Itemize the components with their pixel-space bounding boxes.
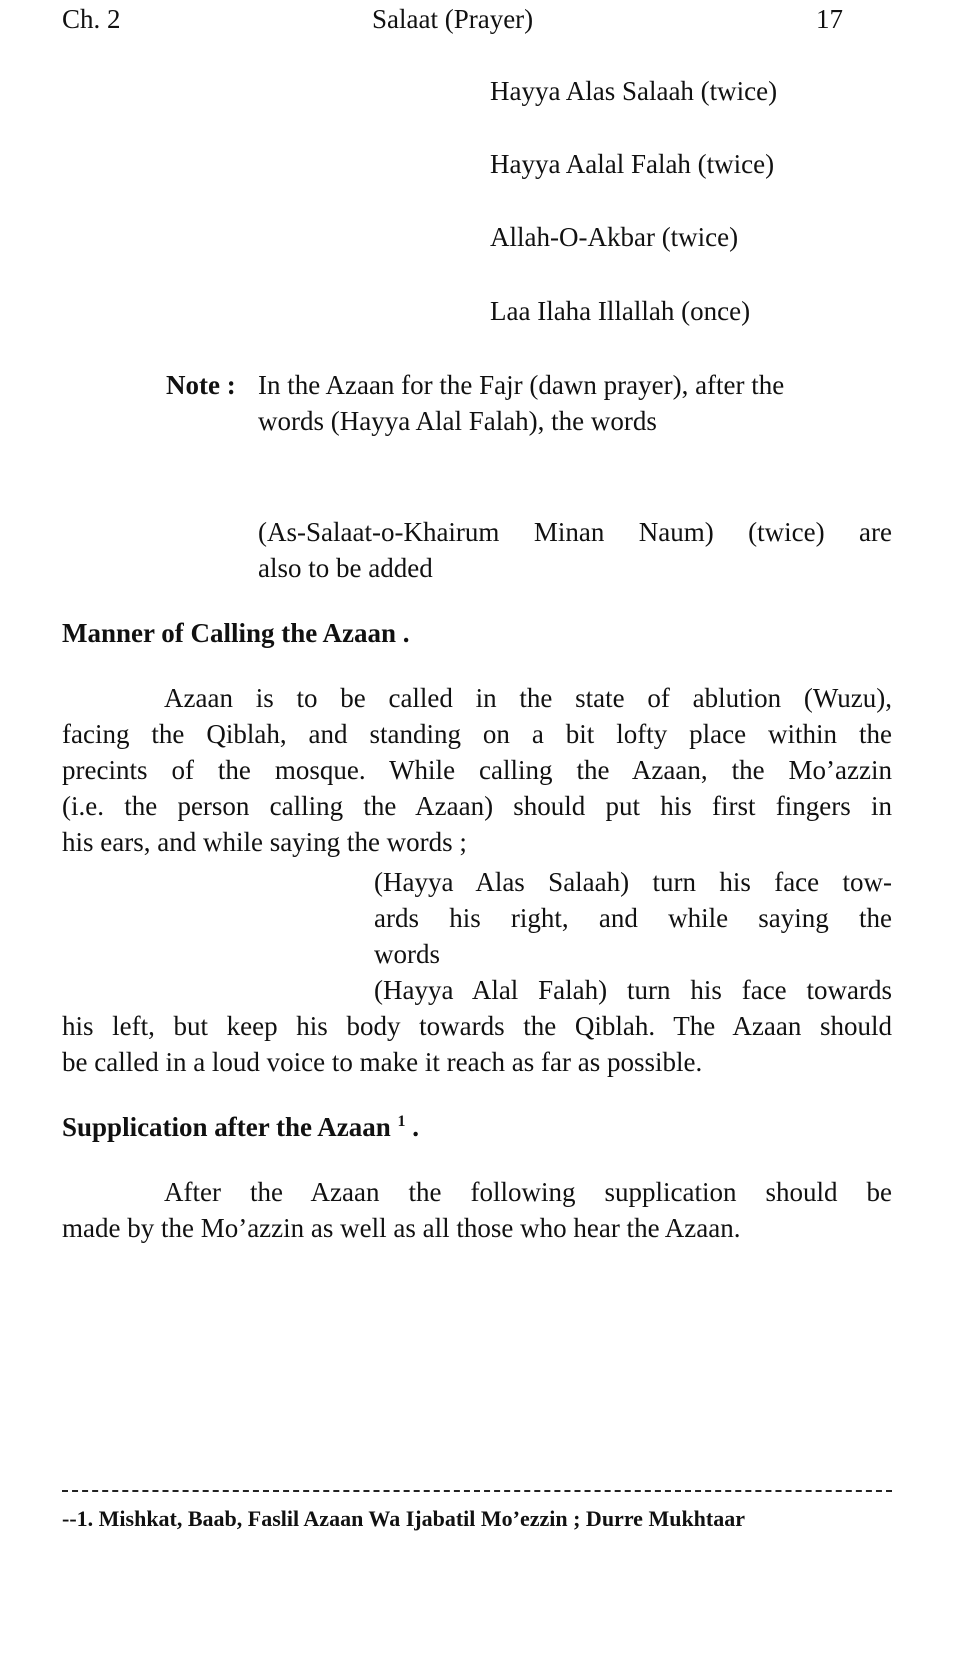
note-continuation — [258, 514, 892, 586]
paragraph-line: made by the Mo’azzin as well as all those who hear the Azaan. — [62, 1213, 741, 1243]
footnote-ref: 1 — [397, 1113, 406, 1130]
footnote-divider — [62, 1490, 892, 1492]
section-heading: Manner of Calling the Azaan . — [62, 618, 410, 648]
footnote: --1. Mishkat, Baab, Faslil Azaan Wa Ijabatil Mo’ezzin ; Durre Mukhtaar — [62, 1506, 746, 1531]
section-paragraph-tail — [62, 1008, 892, 1080]
indented-block — [374, 864, 892, 1008]
section-heading-text: Supplication after the Azaan — [62, 1112, 391, 1142]
paragraph-line: Azaan is to be called in the state of ablution (Wuzu), — [164, 683, 892, 713]
paragraph-line: facing the Qiblah, and standing on a bit lofty place within the — [62, 719, 892, 749]
paragraph-line: (i.e. the person calling the Azaan) should put his first fingers in — [62, 791, 892, 821]
section-heading-end: . — [412, 1112, 420, 1142]
paragraph-line: his left, but keep his body towards the Qiblah. The Azaan should — [62, 1011, 892, 1041]
paragraph-line: words — [374, 939, 440, 969]
azaan-line: Allah-O-Akbar (twice) — [490, 222, 739, 252]
page-title: Salaat (Prayer) — [372, 4, 534, 34]
section-paragraph — [62, 1174, 892, 1246]
section-paragraph — [62, 680, 892, 860]
paragraph-line: After the Azaan the following supplication should be — [164, 1177, 892, 1207]
azaan-line: Hayya Alas Salaah (twice) — [490, 76, 778, 106]
note-line: also to be added — [258, 553, 433, 583]
azaan-line: Hayya Aalal Falah (twice) — [490, 149, 775, 179]
page-number: 17 — [816, 4, 843, 34]
note-label: Note : — [166, 370, 236, 400]
note-line: words (Hayya Alal Falah), the words — [258, 406, 657, 436]
paragraph-line: be called in a loud voice to make it reach as far as possible. — [62, 1047, 703, 1077]
note-line: In the Azaan for the Fajr (dawn prayer), after the — [258, 370, 785, 400]
azaan-line: Laa Ilaha Illallah (once) — [490, 296, 751, 326]
paragraph-line: precints of the mosque. While calling the Azaan, the Mo’azzin — [62, 755, 892, 785]
paragraph-line: ards his right, and while saying the — [374, 903, 892, 933]
note-line: (As-Salaat-o-Khairum Minan Naum) (twice) are — [258, 517, 892, 547]
paragraph-line: (Hayya Alas Salaah) turn his face tow- — [374, 867, 892, 897]
chapter-label: Ch. 2 — [62, 4, 121, 34]
section-heading — [62, 1112, 419, 1143]
paragraph-line: (Hayya Alal Falah) turn his face towards — [374, 975, 892, 1005]
paragraph-line: his ears, and while saying the words ; — [62, 827, 467, 857]
